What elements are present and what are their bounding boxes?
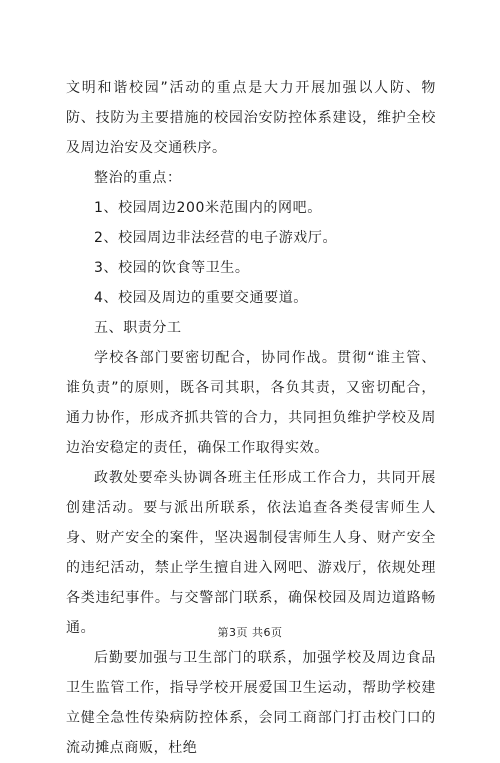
paragraph-logistics: 后勤要加强与卫生部门的联系，加强学校及周边食品卫生监管工作，指导学校开展爱国卫生运动，帮助学校建立健全急性传染病防控体系，会同工商部门打击校门口的流动摊点商贩，杜绝 — [66, 650, 436, 756]
page-number-footer: 第3页 共6页 — [217, 626, 283, 639]
list-item-food-hygiene: 3、校园的饮食等卫生。 — [94, 260, 250, 276]
list-item-game-halls: 2、校园周边非法经营的电子游戏厅。 — [94, 230, 338, 246]
section-heading-responsibilities: 五、职责分工 — [94, 320, 182, 336]
paragraph-campaign-focus: 文明和谐校园”活动的重点是大力开展加强以人防、物防、技防为主要措施的校园治安防控体系建设，维护全校及周边治安及交通秩序。 — [66, 80, 436, 156]
list-item-traffic-roads: 4、校园及周边的重要交通要道。 — [94, 290, 308, 306]
list-item-internet-cafes: 1、校园周边200米范围内的网吧。 — [94, 200, 322, 216]
paragraph-rectification-heading: 整治的重点： — [94, 170, 182, 186]
paragraph-department-cooperation: 学校各部门要密切配合，协同作战。贯彻“谁主管、谁负责”的原则，既各司其职，各负其责，又密切配合，通力协作，形成齐抓共管的合力，共同担负维护学校及周边治安稳定的责任，确保工作取得实效。 — [66, 350, 436, 456]
paragraph-political-office: 政教处要牵头协调各班主任形成工作合力，共同开展创建活动。要与派出所联系，依法追查各类侵害师生人身、财产安全的案件，坚决遏制侵害师生人身、财产安全的违纪活动，禁止学生擅自进入网吧、游戏厅，依规处理各类违纪事件。与交警部门联系，确保校园及周边道路畅通。 — [66, 470, 436, 636]
document-body — [66, 73, 436, 763]
